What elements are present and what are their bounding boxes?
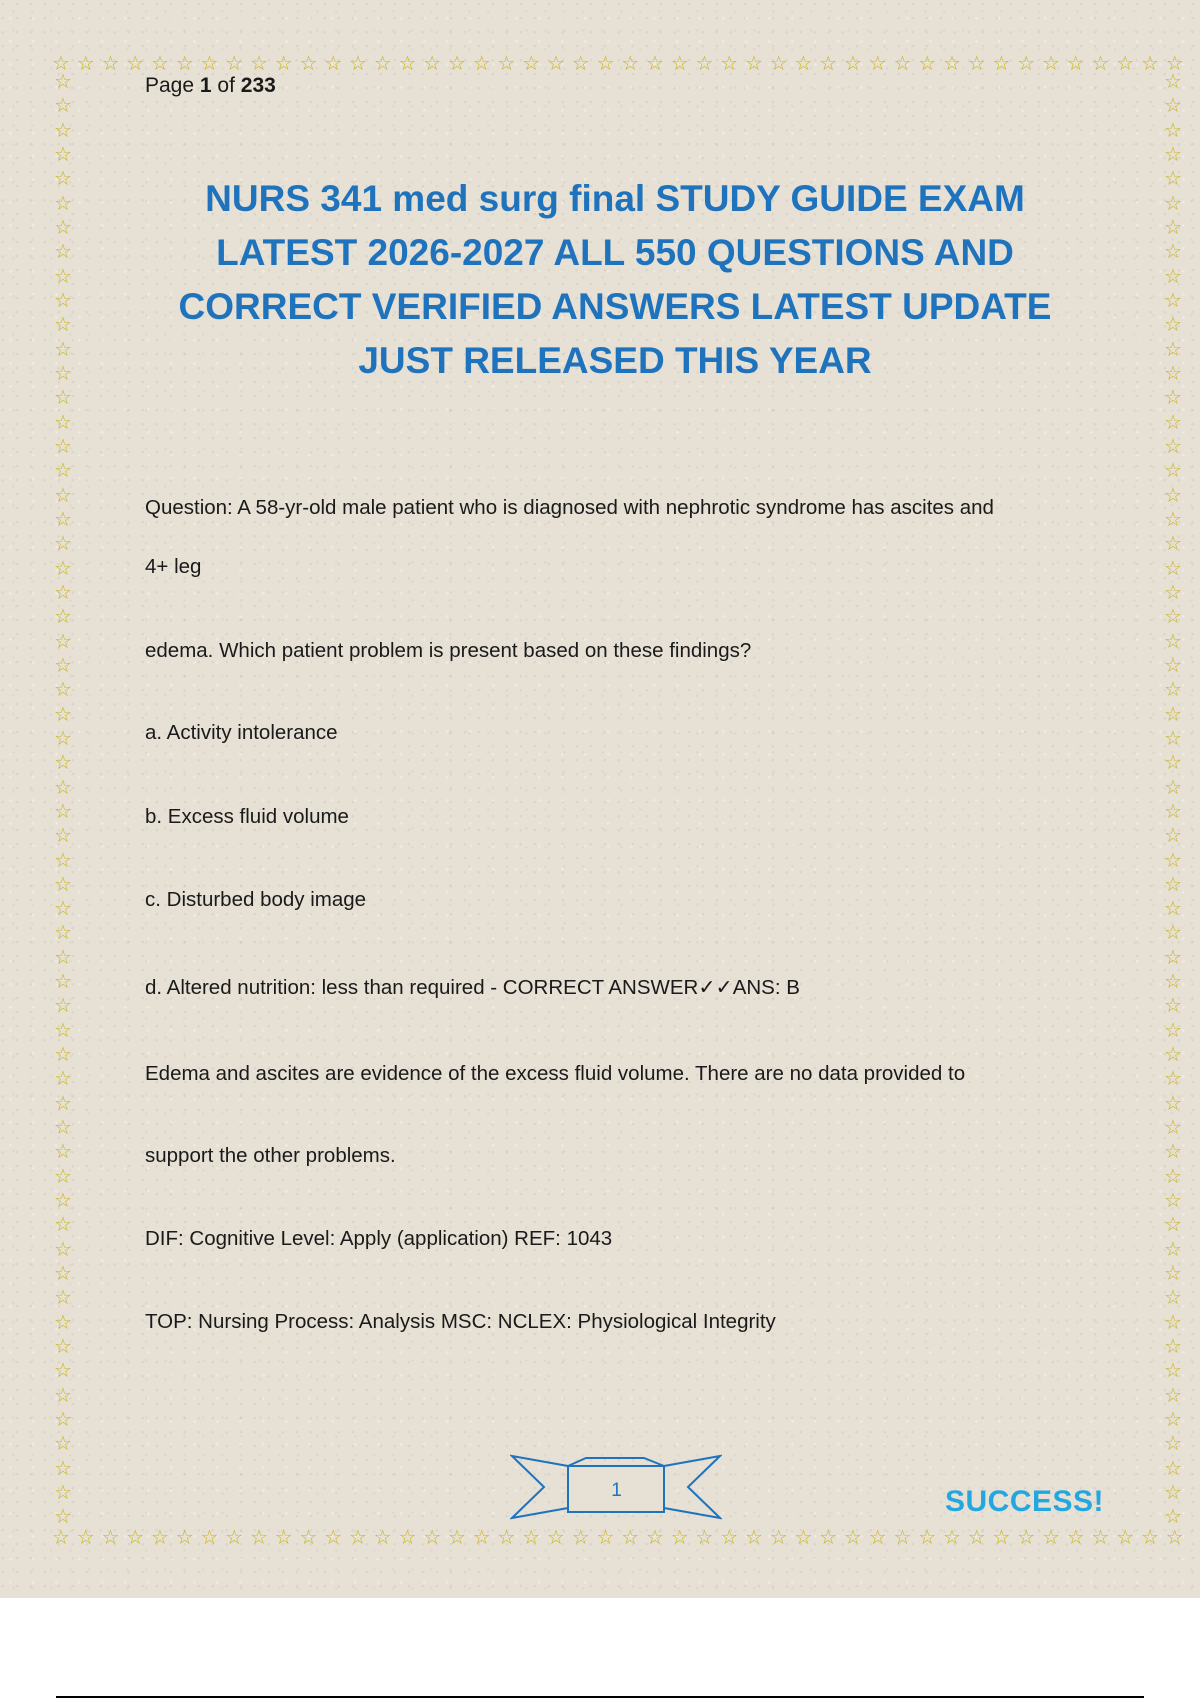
star-outline-icon: ☆	[472, 52, 491, 74]
star-outline-icon: ☆	[472, 1526, 491, 1548]
star-outline-icon: ☆	[1164, 871, 1182, 896]
star-outline-icon: ☆	[1164, 458, 1182, 483]
star-outline-icon: ☆	[621, 1526, 640, 1548]
star-outline-icon: ☆	[324, 52, 343, 74]
star-outline-icon: ☆	[695, 52, 714, 74]
star-outline-icon: ☆	[1164, 1334, 1182, 1359]
star-outline-icon: ☆	[1164, 531, 1182, 556]
star-outline-icon: ☆	[54, 263, 72, 288]
star-outline-icon: ☆	[769, 1526, 788, 1548]
star-outline-icon: ☆	[1164, 214, 1182, 239]
star-outline-icon: ☆	[54, 628, 72, 653]
star-outline-icon: ☆	[126, 1526, 145, 1548]
star-outline-icon: ☆	[918, 52, 937, 74]
star-outline-icon: ☆	[54, 604, 72, 629]
star-outline-icon: ☆	[1164, 482, 1182, 507]
star-outline-icon: ☆	[448, 52, 466, 74]
star-outline-icon: ☆	[1164, 287, 1182, 312]
star-outline-icon: ☆	[868, 1526, 887, 1548]
star-outline-icon: ☆	[398, 52, 417, 74]
star-outline-icon: ☆	[646, 52, 664, 74]
star-outline-icon: ☆	[349, 1526, 367, 1548]
star-outline-icon: ☆	[1091, 1526, 1110, 1548]
star-outline-icon: ☆	[571, 52, 590, 74]
star-outline-icon: ☆	[423, 52, 442, 74]
star-outline-icon: ☆	[720, 52, 739, 74]
star-outline-icon: ☆	[1164, 1163, 1182, 1188]
star-outline-icon: ☆	[1164, 1504, 1182, 1528]
star-outline-icon: ☆	[1164, 70, 1182, 93]
star-outline-icon: ☆	[967, 1526, 986, 1548]
star-outline-icon: ☆	[398, 1526, 417, 1548]
star-outline-icon: ☆	[1164, 1455, 1182, 1480]
star-outline-icon: ☆	[54, 385, 72, 410]
page-number: 1	[611, 1480, 622, 1501]
star-outline-icon: ☆	[1164, 1480, 1182, 1505]
star-outline-icon: ☆	[54, 1407, 72, 1432]
star-outline-icon: ☆	[225, 52, 244, 74]
star-outline-icon: ☆	[1164, 604, 1182, 629]
page-label: Page	[145, 74, 195, 97]
star-outline-icon: ☆	[1164, 239, 1182, 264]
star-outline-icon: ☆	[943, 1526, 961, 1548]
question-line-1: Question: A 58-yr-old male patient who is diagnosed with nephrotic syndrome has ascites and	[145, 496, 994, 519]
star-outline-icon: ☆	[1164, 1188, 1182, 1213]
star-outline-icon: ☆	[1164, 117, 1182, 142]
star-outline-icon: ☆	[126, 52, 145, 74]
star-outline-icon: ☆	[54, 1309, 72, 1334]
star-outline-icon: ☆	[571, 1526, 590, 1548]
star-outline-icon: ☆	[794, 52, 813, 74]
star-outline-icon: ☆	[1164, 312, 1182, 337]
star-outline-icon: ☆	[54, 214, 72, 239]
star-outline-icon: ☆	[54, 847, 72, 872]
star-outline-icon: ☆	[54, 774, 72, 799]
star-outline-icon: ☆	[992, 1526, 1011, 1548]
star-outline-icon: ☆	[54, 652, 72, 677]
star-outline-icon: ☆	[250, 52, 268, 74]
star-outline-icon: ☆	[1164, 701, 1182, 726]
star-outline-icon: ☆	[448, 1526, 466, 1548]
star-outline-icon: ☆	[1164, 969, 1182, 994]
success-text: SUCCESS!	[945, 1485, 1105, 1518]
star-outline-icon: ☆	[1164, 847, 1182, 872]
star-outline-icon: ☆	[621, 52, 640, 74]
star-outline-icon: ☆	[76, 1526, 95, 1548]
star-outline-icon: ☆	[522, 1526, 541, 1548]
star-outline-icon: ☆	[547, 1526, 565, 1548]
star-outline-icon: ☆	[1091, 52, 1110, 74]
star-outline-icon: ☆	[54, 239, 72, 264]
star-outline-icon: ☆	[54, 1358, 72, 1383]
star-outline-icon: ☆	[54, 701, 72, 726]
star-outline-icon: ☆	[274, 1526, 293, 1548]
star-outline-icon: ☆	[1066, 52, 1085, 74]
star-outline-icon: ☆	[769, 52, 788, 74]
star-outline-icon: ☆	[54, 312, 72, 337]
star-outline-icon: ☆	[844, 1526, 862, 1548]
star-outline-icon: ☆	[1164, 798, 1182, 823]
star-outline-icon: ☆	[54, 823, 72, 848]
star-outline-icon: ☆	[349, 52, 367, 74]
star-outline-icon: ☆	[54, 1090, 72, 1115]
star-outline-icon: ☆	[54, 1504, 72, 1528]
dif-ref-line: DIF: Cognitive Level: Apply (application) REF: 1043	[145, 1227, 613, 1250]
star-outline-icon: ☆	[1164, 944, 1182, 969]
star-outline-icon: ☆	[893, 1526, 912, 1548]
star-outline-icon: ☆	[54, 506, 72, 531]
star-outline-icon: ☆	[1164, 190, 1182, 215]
star-outline-icon: ☆	[1164, 1261, 1182, 1286]
star-outline-icon: ☆	[1164, 433, 1182, 458]
star-outline-icon: ☆	[373, 1526, 392, 1548]
star-outline-icon: ☆	[54, 1382, 72, 1407]
star-outline-icon: ☆	[1116, 52, 1135, 74]
star-outline-icon: ☆	[1164, 774, 1182, 799]
star-outline-icon: ☆	[522, 52, 541, 74]
star-outline-icon: ☆	[101, 52, 120, 74]
top-msc-line: TOP: Nursing Process: Analysis MSC: NCLEX: Physiological Integrity	[145, 1310, 776, 1333]
star-outline-icon: ☆	[670, 52, 689, 74]
star-outline-icon: ☆	[1164, 93, 1182, 118]
star-outline-icon: ☆	[1164, 628, 1182, 653]
rationale-line-2: support the other problems.	[145, 1144, 396, 1167]
star-outline-icon: ☆	[1164, 920, 1182, 945]
star-outline-icon: ☆	[54, 1066, 72, 1091]
rationale-line-1: Edema and ascites are evidence of the excess fluid volume. There are no data provided to	[145, 1062, 966, 1085]
star-outline-icon: ☆	[1164, 896, 1182, 921]
bottom-rule	[56, 1696, 1144, 1698]
star-outline-icon: ☆	[54, 360, 72, 385]
star-outline-icon: ☆	[1066, 1526, 1085, 1548]
star-outline-icon: ☆	[1164, 579, 1182, 604]
star-outline-icon: ☆	[918, 1526, 937, 1548]
star-outline-icon: ☆	[200, 52, 219, 74]
document-title: NURS 341 med surg final STUDY GUIDE EXAM LATEST 2026-2027 ALL 550 QUESTIONS AND CORRECT VERIFIED ANSWERS LATEST UPDATE JUST RELEASED THIS YEAR	[178, 178, 1052, 381]
star-outline-icon: ☆	[893, 52, 912, 74]
star-outline-icon: ☆	[54, 1188, 72, 1213]
star-outline-icon: ☆	[54, 1163, 72, 1188]
star-outline-icon: ☆	[54, 725, 72, 750]
star-outline-icon: ☆	[54, 969, 72, 994]
star-outline-icon: ☆	[992, 52, 1011, 74]
star-outline-icon: ☆	[54, 579, 72, 604]
star-outline-icon: ☆	[274, 52, 293, 74]
star-outline-icon: ☆	[54, 190, 72, 215]
star-outline-icon: ☆	[175, 52, 194, 74]
star-outline-icon: ☆	[54, 433, 72, 458]
star-border-bottom	[52, 1526, 1184, 1548]
star-outline-icon: ☆	[745, 1526, 763, 1548]
star-outline-icon: ☆	[1164, 823, 1182, 848]
star-outline-icon: ☆	[54, 1236, 72, 1261]
star-outline-icon: ☆	[101, 1526, 120, 1548]
star-outline-icon: ☆	[1164, 506, 1182, 531]
star-outline-icon: ☆	[54, 871, 72, 896]
star-outline-icon: ☆	[670, 1526, 689, 1548]
star-outline-icon: ☆	[54, 482, 72, 507]
star-outline-icon: ☆	[596, 52, 615, 74]
star-outline-icon: ☆	[1164, 1090, 1182, 1115]
star-outline-icon: ☆	[794, 1526, 813, 1548]
question-line-2: 4+ leg	[145, 555, 202, 578]
star-outline-icon: ☆	[967, 52, 986, 74]
star-outline-icon: ☆	[1164, 1285, 1182, 1310]
star-outline-icon: ☆	[497, 52, 516, 74]
option-c: c. Disturbed body image	[145, 888, 367, 911]
star-outline-icon: ☆	[54, 1212, 72, 1237]
option-a: a. Activity intolerance	[145, 721, 338, 744]
total-pages: 233	[240, 74, 276, 97]
star-outline-icon: ☆	[1164, 677, 1182, 702]
star-outline-icon: ☆	[1164, 750, 1182, 775]
star-outline-icon: ☆	[200, 1526, 219, 1548]
star-outline-icon: ☆	[1164, 1382, 1182, 1407]
current-page: 1	[199, 74, 212, 97]
option-b: b. Excess fluid volume	[145, 805, 349, 828]
star-outline-icon: ☆	[299, 1526, 318, 1548]
star-outline-icon: ☆	[54, 1334, 72, 1359]
star-outline-icon: ☆	[52, 1526, 70, 1548]
star-outline-icon: ☆	[1164, 725, 1182, 750]
star-outline-icon: ☆	[54, 458, 72, 483]
star-outline-icon: ☆	[695, 1526, 714, 1548]
page-of-label: of	[217, 74, 235, 97]
star-outline-icon: ☆	[373, 52, 392, 74]
star-outline-icon: ☆	[1141, 52, 1159, 74]
star-outline-icon: ☆	[547, 52, 565, 74]
star-outline-icon: ☆	[54, 70, 72, 93]
question-line-3: edema. Which patient problem is present based on these findings?	[145, 639, 752, 662]
star-outline-icon: ☆	[1042, 1526, 1060, 1548]
star-outline-icon: ☆	[1164, 1407, 1182, 1432]
star-outline-icon: ☆	[1164, 263, 1182, 288]
star-outline-icon: ☆	[1042, 52, 1060, 74]
star-outline-icon: ☆	[819, 52, 838, 74]
star-outline-icon: ☆	[943, 52, 961, 74]
star-outline-icon: ☆	[250, 1526, 268, 1548]
star-outline-icon: ☆	[54, 117, 72, 142]
star-border-top	[52, 52, 1184, 74]
star-outline-icon: ☆	[54, 336, 72, 361]
star-outline-icon: ☆	[1164, 409, 1182, 434]
star-outline-icon: ☆	[1017, 1526, 1036, 1548]
star-outline-icon: ☆	[54, 287, 72, 312]
star-outline-icon: ☆	[844, 52, 862, 74]
star-outline-icon: ☆	[1141, 1526, 1159, 1548]
star-outline-icon: ☆	[54, 1139, 72, 1164]
star-outline-icon: ☆	[1164, 1017, 1182, 1042]
star-outline-icon: ☆	[54, 1431, 72, 1456]
star-outline-icon: ☆	[1164, 555, 1182, 580]
star-outline-icon: ☆	[1164, 166, 1182, 191]
star-outline-icon: ☆	[1164, 141, 1182, 166]
star-outline-icon: ☆	[1165, 52, 1184, 74]
star-outline-icon: ☆	[54, 896, 72, 921]
star-border-left	[52, 70, 74, 1528]
star-outline-icon: ☆	[54, 798, 72, 823]
star-outline-icon: ☆	[151, 1526, 169, 1548]
star-outline-icon: ☆	[596, 1526, 615, 1548]
star-outline-icon: ☆	[54, 531, 72, 556]
star-outline-icon: ☆	[225, 1526, 244, 1548]
star-outline-icon: ☆	[423, 1526, 442, 1548]
star-outline-icon: ☆	[54, 1017, 72, 1042]
star-outline-icon: ☆	[76, 52, 95, 74]
star-outline-icon: ☆	[54, 993, 72, 1018]
star-outline-icon: ☆	[151, 52, 169, 74]
star-outline-icon: ☆	[1164, 1358, 1182, 1383]
star-outline-icon: ☆	[52, 52, 70, 74]
star-outline-icon: ☆	[1164, 1212, 1182, 1237]
star-outline-icon: ☆	[54, 1455, 72, 1480]
star-outline-icon: ☆	[1017, 52, 1036, 74]
star-outline-icon: ☆	[1164, 1309, 1182, 1334]
star-outline-icon: ☆	[1165, 1526, 1184, 1548]
star-outline-icon: ☆	[646, 1526, 664, 1548]
page-count	[145, 74, 276, 98]
star-outline-icon: ☆	[819, 1526, 838, 1548]
star-outline-icon: ☆	[54, 409, 72, 434]
star-outline-icon: ☆	[54, 93, 72, 118]
star-outline-icon: ☆	[497, 1526, 516, 1548]
star-outline-icon: ☆	[54, 677, 72, 702]
star-outline-icon: ☆	[324, 1526, 343, 1548]
star-outline-icon: ☆	[54, 1261, 72, 1286]
star-outline-icon: ☆	[54, 1285, 72, 1310]
star-outline-icon: ☆	[1164, 1115, 1182, 1140]
star-outline-icon: ☆	[1164, 385, 1182, 410]
star-outline-icon: ☆	[54, 944, 72, 969]
star-outline-icon: ☆	[1164, 1042, 1182, 1067]
star-outline-icon: ☆	[1164, 993, 1182, 1018]
star-outline-icon: ☆	[1164, 336, 1182, 361]
star-outline-icon: ☆	[175, 1526, 194, 1548]
star-outline-icon: ☆	[54, 1480, 72, 1505]
star-outline-icon: ☆	[54, 166, 72, 191]
star-outline-icon: ☆	[868, 52, 887, 74]
option-d-with-answer: d. Altered nutrition: less than required - CORRECT ANSWER✓✓ANS: B	[145, 976, 800, 999]
star-outline-icon: ☆	[54, 750, 72, 775]
star-outline-icon: ☆	[1164, 1236, 1182, 1261]
star-outline-icon: ☆	[1116, 1526, 1135, 1548]
star-outline-icon: ☆	[745, 52, 763, 74]
star-outline-icon: ☆	[54, 1042, 72, 1067]
star-outline-icon: ☆	[1164, 1139, 1182, 1164]
star-outline-icon: ☆	[1164, 1066, 1182, 1091]
star-outline-icon: ☆	[720, 1526, 739, 1548]
star-outline-icon: ☆	[1164, 1431, 1182, 1456]
star-outline-icon: ☆	[1164, 652, 1182, 677]
star-outline-icon: ☆	[299, 52, 318, 74]
star-outline-icon: ☆	[54, 1115, 72, 1140]
star-outline-icon: ☆	[54, 555, 72, 580]
star-border-right	[1162, 70, 1184, 1528]
star-outline-icon: ☆	[54, 920, 72, 945]
star-outline-icon: ☆	[1164, 360, 1182, 385]
star-outline-icon: ☆	[54, 141, 72, 166]
